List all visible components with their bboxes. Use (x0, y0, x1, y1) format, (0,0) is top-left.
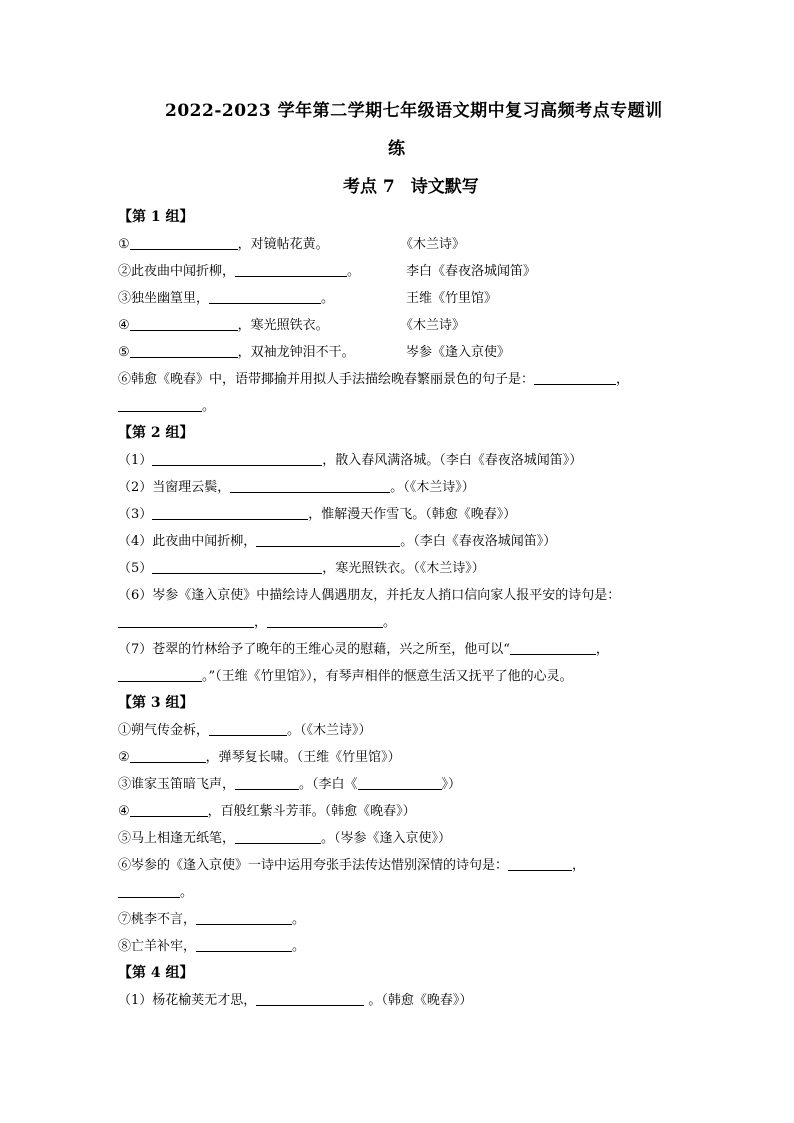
answer-blank[interactable] (510, 640, 596, 655)
answer-blank[interactable] (235, 262, 347, 277)
answer-blank[interactable] (130, 343, 238, 358)
answer-blank[interactable] (118, 397, 202, 412)
source-citation: 王维《竹里馆》 (406, 291, 498, 306)
question-item: （2）当窗理云鬓， 。（《木兰诗》） (118, 480, 475, 495)
source-citation: 《木兰诗》 (400, 318, 466, 333)
subtitle-topic-name: 诗文默写 (410, 177, 479, 197)
answer-blank[interactable] (209, 289, 321, 304)
question-item: ⑥韩愈《晚春》中，语带揶揄并用拟人手法描绘晚春繁丽景色的句子是： ， (118, 372, 630, 387)
answer-blank[interactable] (209, 721, 287, 736)
question-item: ②此夜曲中闻折柳， 。 李白《春夜洛城闻笛》 (118, 258, 678, 285)
question-item: ③谁家玉笛暗飞声， 。（李白《 》） (118, 777, 462, 792)
question-item-continued: 。”（王维《竹里馆》），有琴声相伴的惬意生活又抚平了他的心灵。 (118, 663, 678, 690)
question-item: ① ，对镜帖花黄。 《木兰诗》 (118, 231, 678, 258)
answer-blank[interactable] (534, 370, 616, 385)
answer-blank[interactable] (256, 532, 400, 547)
question-item: ③独坐幽篁里， 。 王维《竹里馆》 (118, 285, 678, 312)
answer-blank[interactable] (358, 775, 442, 790)
question-item: ⑤马上相逢无纸笔， 。（岑参《逢入京使》） (118, 831, 452, 846)
answer-blank[interactable] (230, 478, 390, 493)
answer-blank[interactable] (152, 559, 322, 574)
question-item: （1） ，散入春风满洛城。（李白《春夜洛城闻笛》） (118, 453, 583, 468)
question-item: ⑤ ，双袖龙钟泪不干。 岑参《逢入京使》 (118, 339, 678, 366)
question-item: （5） ，寒光照铁衣。（《木兰诗》） (118, 561, 485, 576)
group-heading: 【第 1 组】 (118, 209, 194, 225)
answer-blank[interactable] (196, 910, 292, 925)
question-item: （3） ，惟解漫天作雪飞。（韩愈《晚春》） (118, 507, 517, 522)
answer-blank[interactable] (118, 883, 180, 898)
group-heading: 【第 2 组】 (118, 425, 194, 441)
question-item: ⑧亡羊补牢， 。 (118, 939, 306, 954)
exercise-content (118, 204, 678, 1014)
question-item: ⑦桃李不言， 。 (118, 912, 306, 927)
group-heading: 【第 4 组】 (118, 965, 194, 981)
question-item: （4）此夜曲中闻折柳， 。（李白《春夜洛城闻笛》） (118, 534, 557, 549)
question-item: ④ ，寒光照铁衣。 《木兰诗》 (118, 312, 678, 339)
source-citation: 《木兰诗》 (400, 237, 466, 252)
answer-blank[interactable] (508, 856, 572, 871)
answer-blank[interactable] (130, 316, 238, 331)
source-citation: 李白《春夜洛城闻笛》 (406, 264, 537, 279)
answer-blank[interactable] (235, 775, 299, 790)
document-title-line2: 练 (388, 139, 406, 159)
question-item: ①朔气传金柝， 。（《木兰诗》） (118, 723, 372, 738)
question-item: （1）杨花榆荚无才思， 。（韩愈《晚春》） (118, 993, 473, 1008)
question-item: ⑥岑参的《逢入京使》一诗中运用夸张手法传达惜别深情的诗句是： ， (118, 858, 586, 873)
answer-blank[interactable] (267, 613, 383, 628)
source-citation: 岑参《逢入京使》 (406, 345, 511, 360)
answer-blank[interactable] (196, 937, 292, 952)
document-subtitle (343, 172, 479, 197)
question-item: （6）岑参《逢入京使》中描绘诗人偶遇朋友，并托友人捎口信向家人报平安的诗句是： (118, 588, 621, 603)
question-item: ② ，弹琴复长啸。（王维《竹里馆》） (118, 750, 401, 765)
question-item-continued: 。 (118, 393, 678, 420)
answer-blank[interactable] (130, 748, 206, 763)
answer-blank[interactable] (152, 505, 308, 520)
question-item: ④ ，百般红紫斗芳菲。（韩愈《晚春》） (118, 804, 416, 819)
answer-blank[interactable] (130, 802, 208, 817)
answer-blank[interactable] (235, 829, 321, 844)
group-heading: 【第 3 组】 (118, 695, 194, 711)
question-item-continued: 。 (118, 879, 678, 906)
answer-blank[interactable] (256, 991, 364, 1006)
answer-blank[interactable] (152, 451, 322, 466)
question-item: （7）苍翠的竹林给予了晚年的王维心灵的慰藉，兴之所至，他可以“ ， (118, 642, 609, 657)
question-item-continued: ， 。 (118, 609, 678, 636)
answer-blank[interactable] (130, 235, 238, 250)
document-title-line1: 2022-2023 学年第二学期七年级语文期中复习高频考点专题训 (165, 101, 663, 121)
answer-blank[interactable] (118, 613, 254, 628)
answer-blank[interactable] (118, 667, 202, 682)
subtitle-topic-number: 考点 7 (343, 177, 395, 197)
